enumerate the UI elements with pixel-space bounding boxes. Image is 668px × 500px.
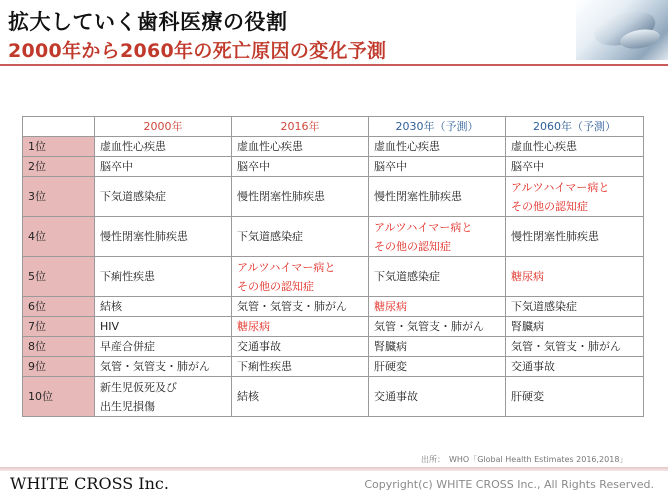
cause-cell (506, 177, 644, 217)
cause-cell (506, 317, 644, 337)
cause-text-line: 下気道感染症 (100, 190, 166, 203)
table-row (23, 157, 644, 177)
cause-text-line: 脳卒中 (374, 160, 407, 173)
company-logo: WHITE CROSS Inc. (10, 474, 169, 493)
cause-cell (232, 217, 369, 257)
cause-cell (95, 217, 232, 257)
cause-cell (506, 337, 644, 357)
page-subtitle: 2000年から2060年の死亡原因の変化予測 (8, 40, 387, 62)
rank-cell: 6位 (23, 297, 95, 317)
cause-text-line: 早産合併症 (100, 340, 155, 353)
death-causes-table (22, 116, 644, 417)
cause-text-line: HIV (100, 320, 120, 333)
cause-text-line: 腎臓病 (374, 340, 407, 353)
table-row (23, 337, 644, 357)
table-row (23, 137, 644, 157)
cause-text-line: 糖尿病 (237, 320, 270, 333)
cause-cell (369, 317, 506, 337)
cause-cell (369, 337, 506, 357)
cause-text-line: 気管・気管支・肺がん (100, 360, 210, 373)
cause-text-line: 肝硬変 (374, 360, 407, 373)
cause-cell (95, 377, 232, 417)
table-row (23, 357, 644, 377)
cause-text-line: 下痢性疾患 (100, 270, 155, 283)
rank-cell: 9位 (23, 357, 95, 377)
table-row (23, 217, 644, 257)
source-note: 出所： WHO「Global Health Estimates 2016,2018」 (421, 455, 628, 464)
cause-text-line: その他の認知症 (511, 199, 588, 213)
table-header-row (23, 117, 644, 137)
cause-text-line: 脳卒中 (237, 160, 270, 173)
rank-cell: 8位 (23, 337, 95, 357)
rank-cell: 1位 (23, 137, 95, 157)
cause-cell (369, 257, 506, 297)
cause-text-line: 虚血性心疾患 (511, 140, 577, 153)
cause-cell (232, 257, 369, 297)
cause-text-line: その他の認知症 (374, 239, 451, 253)
cause-cell (369, 137, 506, 157)
cause-cell (369, 357, 506, 377)
cause-cell (506, 137, 644, 157)
rank-cell: 3位 (23, 177, 95, 217)
rank-cell: 10位 (23, 377, 95, 417)
cause-cell (95, 157, 232, 177)
column-header-2030: 2030年（予測） (369, 117, 506, 137)
column-header-2060: 2060年（予測） (506, 117, 644, 137)
cause-text-line: 気管・気管支・肺がん (374, 320, 484, 333)
cause-cell (369, 377, 506, 417)
cause-text-line: 虚血性心疾患 (237, 140, 303, 153)
cause-text-line: 慢性閉塞性肺疾患 (511, 230, 599, 243)
rank-cell: 2位 (23, 157, 95, 177)
column-header-2016: 2016年 (232, 117, 369, 137)
cause-cell (95, 337, 232, 357)
cause-cell (369, 297, 506, 317)
title-divider (0, 64, 668, 66)
cause-text-line: その他の認知症 (237, 279, 314, 293)
cause-text-line: 虚血性心疾患 (374, 140, 440, 153)
cause-cell (232, 177, 369, 217)
table-body (23, 137, 644, 417)
cause-text-line: 下気道感染症 (374, 270, 440, 283)
cause-text-line: 交通事故 (237, 340, 281, 353)
cause-text-line: 気管・気管支・肺がん (511, 340, 621, 353)
table-row (23, 257, 644, 297)
cause-cell (506, 297, 644, 317)
cause-text-line: 新生児仮死及び (100, 380, 177, 394)
cause-cell (232, 317, 369, 337)
table-row (23, 177, 644, 217)
cause-text-line: 腎臓病 (511, 320, 544, 333)
rank-cell: 5位 (23, 257, 95, 297)
cause-text-line: 結核 (237, 390, 259, 403)
cause-cell (369, 217, 506, 257)
cause-cell (369, 157, 506, 177)
cause-text-line: 脳卒中 (100, 160, 133, 173)
cause-cell (506, 357, 644, 377)
table-row (23, 377, 644, 417)
cause-cell (506, 217, 644, 257)
cause-text-line: 肝硬変 (511, 390, 544, 403)
cause-text-line: 結核 (100, 300, 122, 313)
cause-cell (369, 177, 506, 217)
rank-cell: 7位 (23, 317, 95, 337)
cause-cell (232, 377, 369, 417)
cause-cell (232, 357, 369, 377)
cause-text-line: アルツハイマー病と (374, 220, 473, 234)
cause-cell (506, 377, 644, 417)
cause-cell (506, 157, 644, 177)
cause-cell (95, 177, 232, 217)
cause-cell (232, 157, 369, 177)
table-row (23, 297, 644, 317)
cause-text-line: 糖尿病 (511, 270, 544, 283)
cause-text-line: 下痢性疾患 (237, 360, 292, 373)
table-row (23, 317, 644, 337)
cause-text-line: 慢性閉塞性肺疾患 (237, 190, 325, 203)
cause-text-line: 慢性閉塞性肺疾患 (100, 230, 188, 243)
cause-cell (95, 317, 232, 337)
cause-text-line: 下気道感染症 (237, 230, 303, 243)
cause-cell (95, 137, 232, 157)
cause-text-line: 気管・気管支・肺がん (237, 300, 347, 313)
page-title: 拡大していく歯科医療の役割 (8, 10, 288, 34)
cause-text-line: 虚血性心疾患 (100, 140, 166, 153)
decorative-dental-image (576, 0, 668, 60)
cause-cell (95, 297, 232, 317)
cause-cell (232, 137, 369, 157)
cause-text-line: アルツハイマー病と (237, 260, 336, 274)
rank-cell: 4位 (23, 217, 95, 257)
cause-text-line: 出生児損傷 (100, 399, 155, 413)
cause-text-line: 脳卒中 (511, 160, 544, 173)
cause-cell (95, 257, 232, 297)
cause-cell (95, 357, 232, 377)
column-header-2000: 2000年 (95, 117, 232, 137)
cause-text-line: 下気道感染症 (511, 300, 577, 313)
copyright-text: Copyright(c) WHITE CROSS Inc., All Rights Reserved. (364, 478, 654, 491)
cause-cell (506, 257, 644, 297)
cause-text-line: 糖尿病 (374, 300, 407, 313)
cause-text-line: 交通事故 (374, 390, 418, 403)
cause-cell (232, 337, 369, 357)
footer-divider (0, 467, 668, 471)
cause-cell (232, 297, 369, 317)
cause-text-line: アルツハイマー病と (511, 180, 610, 194)
cause-text-line: 交通事故 (511, 360, 555, 373)
cause-text-line: 慢性閉塞性肺疾患 (374, 190, 462, 203)
header-corner (23, 117, 95, 137)
